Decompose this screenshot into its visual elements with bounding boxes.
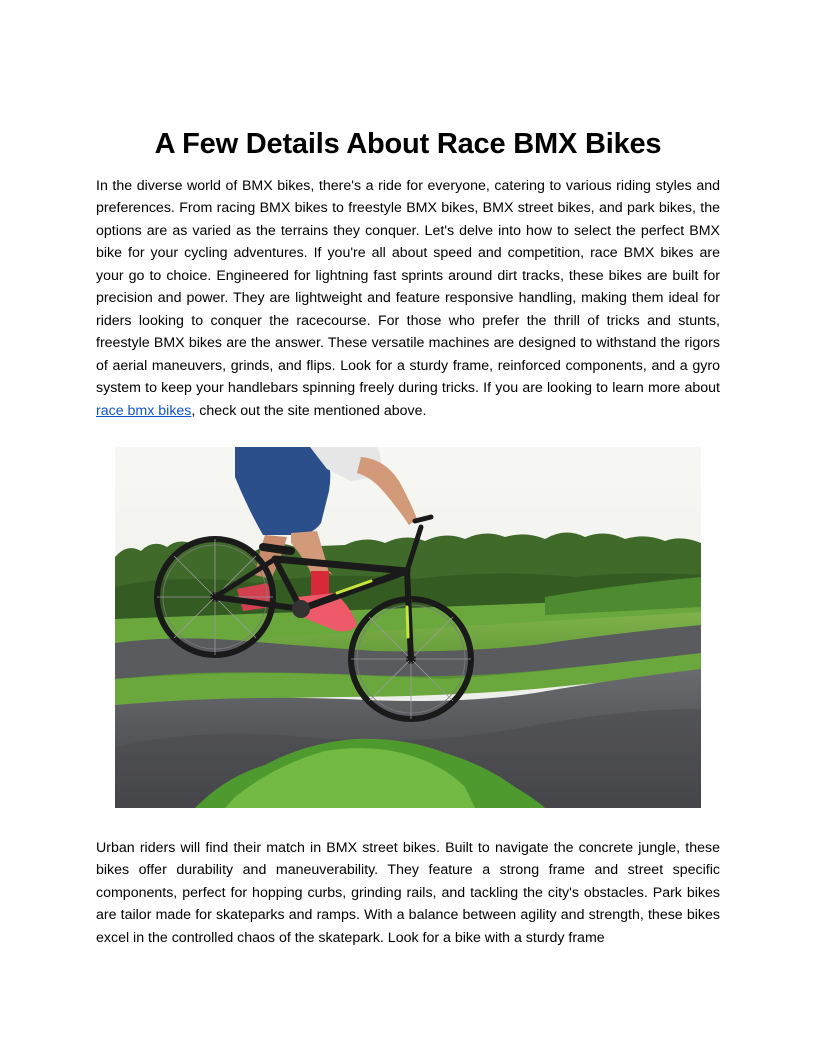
- bmx-rider-photo: [115, 447, 701, 808]
- intro-text-after-link: , check out the site mentioned above.: [191, 402, 427, 419]
- page-title: A Few Details About Race BMX Bikes: [154, 128, 662, 160]
- rider-sock: [311, 571, 329, 597]
- second-paragraph: Urban riders will find their match in BMX street bikes. Built to navigate the concrete jungle, these bikes offer durability and maneuverability. They feature a strong frame and street specific components, perfect for hopping curbs, grinding rails, and tackling the city's obstacles. Park bikes are tailor made for skateparks and ramps. With a balance between agility and strength, these bikes excel in the controlled chaos of the skatepark. Look for a bike with a sturdy frame: [96, 840, 720, 946]
- race-bmx-bikes-link[interactable]: race bmx bikes: [96, 402, 192, 419]
- intro-text-before-link: In the diverse world of BMX bikes, there's a ride for everyone, catering to various riding styles and preferences. From racing BMX bikes to freestyle BMX bikes, BMX street bikes, and park bikes, the options are as varied as the terrains they conquer. Let's delve into how to select the perfect BMX bike for your cycling adventures. If you're all about speed and competition, race BMX bikes are your go to choice. Engineered for lightning fast sprints around dirt tracks, these bikes are built for precision and power. They are lightweight and feature responsive handling, making them ideal for riders looking to conquer the racecourse. For those who prefer the thrill of tricks and stunts, freestyle BMX bikes are the answer. These versatile machines are designed to withstand the rigors of aerial maneuvers, grinds, and flips. Look for a sturdy frame, reinforced components, and a gyro system to keep your handlebars spinning freely during tricks. If you are looking to learn more about: [96, 178, 720, 397]
- intro-paragraph: [96, 175, 720, 422]
